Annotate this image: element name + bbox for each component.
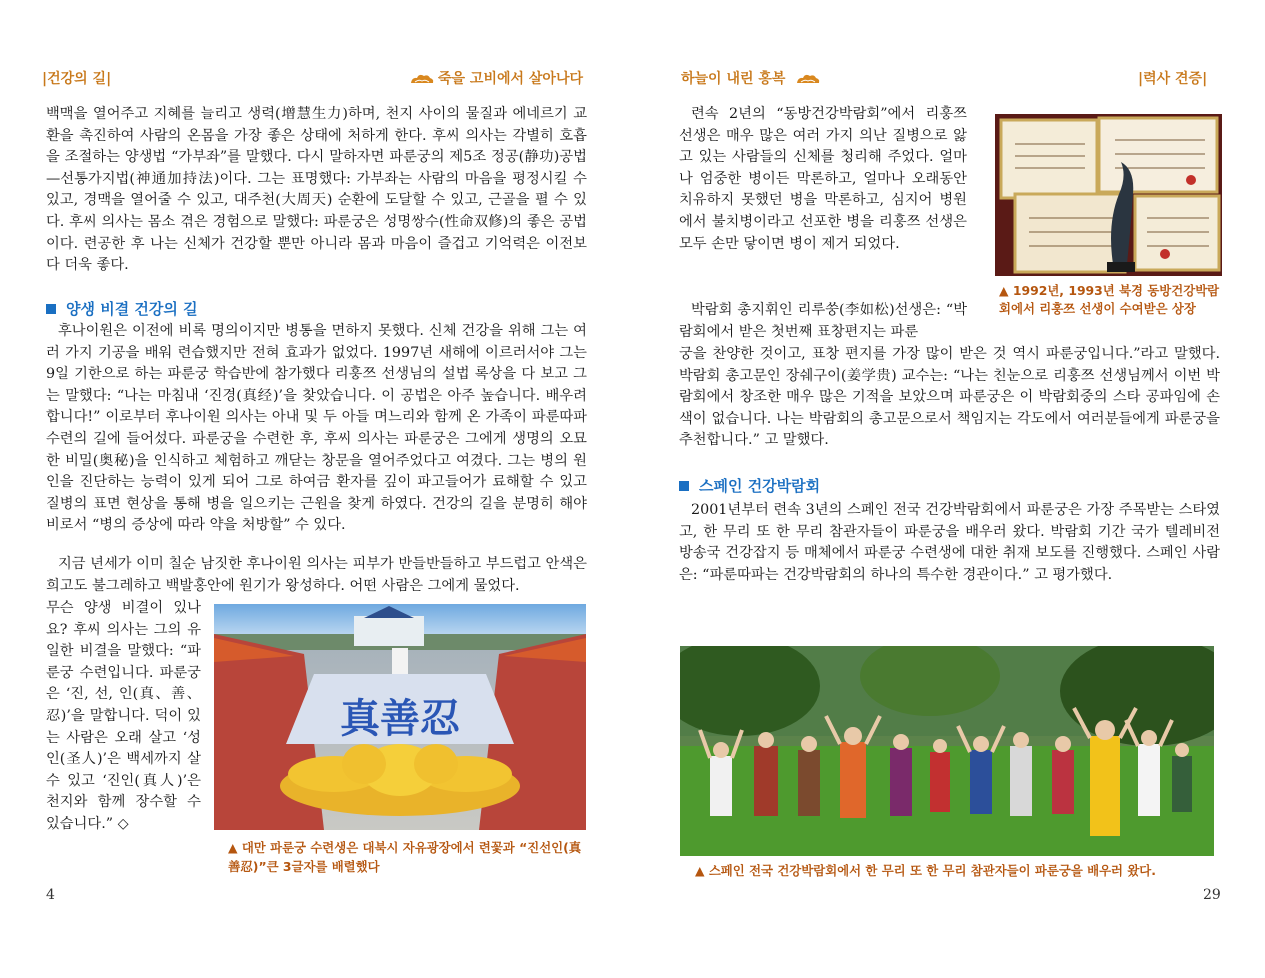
- right-section-title: 스페인 건강박람회: [699, 477, 821, 495]
- spain-photo-caption: ▲ 스페인 전국 건강박람회에서 한 무리 또 한 무리 참관자들이 파룬궁을 배우러 왔다.: [695, 863, 1156, 878]
- right-paragraph-2b: 궁을 찬양한 것이고, 표창 편지를 가장 많이 받은 것 역시 파룬궁입니다.”라고 말했다. 박람회 총고문인 장쉐구이(姜学贵) 교수는: “나는 친눈으로 리훙쯔 선생님께서 이번 박람회에서 창조한 매우 많은 기적을 보았으며 파룬궁은 이 박람회중의 스타 공파임에 손색이 없습니다. 나는 박람회의 총고문으로서 책임지는 각도에서 여러분들에게 파룬궁을 추천합니다.” 고 말했다.: [679, 346, 1220, 449]
- cloud-icon: [410, 73, 434, 84]
- left-paragraph-4: 무슨 양생 비결이 있나요? 후씨 의사는 그의 유일한 비결을 말했다: “파룬궁 수련입니다. 파룬궁은 ‘진, 선, 인(真、善、忍)’을 말합니다. 덕이 있는 사람은 오래 살고 ‘성인(圣人)’은 백세까지 살 수 있고 ‘진인(真人)’은 천지와 함께 장수할 수 있습니다.” ◇: [46, 600, 201, 832]
- certificates-caption: ▲ 1992년, 1993년 북경 동방건강박람회에서 리훙쯔 선생이 수여받은 상장: [999, 283, 1220, 316]
- cloud-icon: [796, 73, 820, 84]
- left-header-title: |건강의 길|: [42, 71, 112, 87]
- right-page: [633, 0, 1265, 978]
- left-photo-caption: ▲ 대만 파룬궁 수련생은 대북시 자유광장에서 련꽃과 “진선인(真善忍)”큰 3글자를 배렬했다: [228, 840, 582, 874]
- left-page: [0, 0, 632, 978]
- right-header-chapter: [681, 68, 824, 88]
- taiwan-square-photo: [214, 604, 586, 830]
- right-paragraph-3: 2001년부터 련속 3년의 스페인 전국 건강박람회에서 파룬궁은 가장 주목받는 스타였고, 한 무리 또 한 무리 참관자들이 파룬궁을 배우러 왔다. 박람회 기간 국가 텔레비전 방송국 건강잡지 등 매체에서 파룬궁 수련생에 대한 취재 보도를 진행했다. 스페인 사람은: “파룬따파는 건강박람회의 하나의 특수한 경관이다.” 고 평가했다.: [679, 502, 1220, 583]
- right-section-heading: [679, 475, 820, 496]
- right-paragraph-1: 련속 2년의 “동방건강박람회”에서 리훙쯔 선생은 매우 많은 여러 가지 의난 질병으로 앓고 있는 사람들의 신체를 청리해 주었다. 얼마나 엄중한 병이든 막론하고, 얼마나 오래동안 치유하지 못했던 병을 막론하고, 심지어 병원에서 불치병이라고 선포한 병을 리훙쯔 선생은 모두 손만 닿이면 병이 제거 되었다.: [679, 106, 967, 252]
- left-section-heading: [46, 298, 198, 319]
- left-page-number: 4: [46, 887, 55, 903]
- right-page-number: 29: [1203, 887, 1221, 903]
- left-header-chapter-text: 죽을 고비에서 살아나다: [438, 71, 583, 87]
- square-bullet-icon: [679, 481, 689, 491]
- right-header-chapter-text: 하늘이 내린 홍복: [681, 71, 786, 87]
- spain-practice-photo: [680, 646, 1214, 856]
- photo-characters: 真善忍: [340, 695, 460, 742]
- right-paragraph-2a: 박람회 총지휘인 리루쑹(李如松)선생은: “박람회에서 받은 첫번째 표창편지는 파룬: [679, 302, 967, 340]
- certificates-photo: [995, 114, 1222, 276]
- left-paragraph-2: 후나이원은 이전에 비록 명의이지만 병통을 면하지 못했다. 신체 건강을 위해 그는 여러 가지 기공을 배워 련습했지만 전혀 효과가 없었다. 1997년 새해에 이르러서야 그는 9일 기한으로 하는 파룬궁 학습반에 참가했다 리훙쯔 선생님의 설법 록상을 다 보고 그는 말했다: “나는 마침내 ‘진경(真经)’을 찾았습니다. 이 공법은 아주 높습니다. 배우려 합니다!” 이로부터 후나이원 의사는 아내 및 두 아들 며느리와 함께 온 가족이 파룬따파 수련의 길에 들어섰다. 파룬궁을 수련한 후, 후씨 의사는 파룬궁은 그에게 생명의 오묘한 비밀(奥秘)을 인식하고 체험하고 깨닫는 창문을 열어주었다고 여겼다. 그는 병의 원인을 진단하는 능력이 있게 되어 그로 하여금 환자를 깊이 파고들어가 료해할 수 있고 질병의 표면 현상을 통해 병을 일으키는 근원을 찾게 하였다. 건강의 길을 분명히 해야 비로서 “병의 증상에 따라 약을 처방할” 수 있다.: [46, 323, 587, 534]
- left-header-chapter: [410, 68, 583, 88]
- right-header-title: |력사 견증|: [1138, 71, 1208, 87]
- left-section-title: 양생 비결 건강의 길: [66, 300, 198, 318]
- left-paragraph-1: 백맥을 열어주고 지혜를 늘리고 생력(增慧生力)하며, 천지 사이의 물질과 에네르기 교환을 촉진하여 사람의 온몸을 가장 좋은 상태에 처하게 한다. 후씨 의사는 각별히 호흡을 조절하는 양생법 “가부좌”를 말했다. 다시 말하자면 파룬궁의 제5조 정공(静功)공법—선통가지법(神通加持法)이다. 그는 표명했다: 가부좌는 사람의 마음을 평정시킬 수 있고, 경맥을 열어줄 수 있고, 대주천(大周天) 순환에 도달할 수 있고, 근골을 펼 수 있다. 후씨 의사는 몸소 겪은 경험으로 말했다: 파룬궁은 성명쌍수(性命双修)의 좋은 공법이다. 련공한 후 나는 신체가 건강할 뿐만 아니라 몸과 마음이 즐겁고 기억력은 이전보다 더욱 좋다.: [46, 106, 587, 274]
- square-bullet-icon: [46, 304, 56, 314]
- left-paragraph-3: 지금 년세가 이미 칠순 남짓한 후나이원 의사는 피부가 반들반들하고 부드럽고 안색은 희고도 불그레하고 백발홍안에 원기가 왕성하다. 어떤 사람은 그에게 물었다.: [46, 556, 587, 594]
